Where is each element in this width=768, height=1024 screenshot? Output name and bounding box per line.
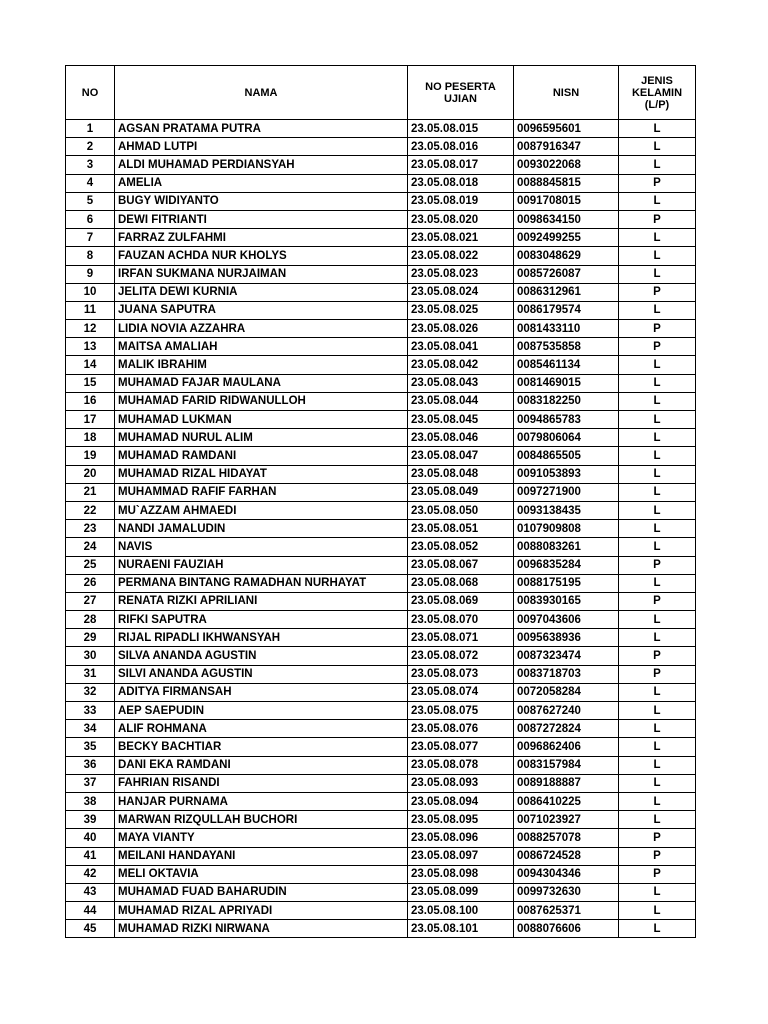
cell-nama: NANDI JAMALUDIN: [115, 520, 408, 538]
cell-no-peserta: 23.05.08.101: [408, 920, 514, 938]
table-row: [66, 156, 696, 174]
cell-jenis-kelamin: P: [619, 556, 696, 574]
cell-jenis-kelamin: L: [619, 702, 696, 720]
cell-nisn: 0095638936: [514, 629, 619, 647]
cell-nama: MUHAMAD LUKMAN: [115, 411, 408, 429]
table-row: [66, 865, 696, 883]
cell-jenis-kelamin: P: [619, 592, 696, 610]
cell-nisn: 0097271900: [514, 483, 619, 501]
cell-nama: ADITYA FIRMANSAH: [115, 683, 408, 701]
cell-no: 31: [66, 665, 115, 683]
cell-no: 29: [66, 629, 115, 647]
cell-jenis-kelamin: L: [619, 301, 696, 319]
cell-jenis-kelamin: L: [619, 156, 696, 174]
cell-jenis-kelamin: L: [619, 247, 696, 265]
cell-jenis-kelamin: L: [619, 229, 696, 247]
cell-jenis-kelamin: L: [619, 120, 696, 138]
cell-no-peserta: 23.05.08.021: [408, 229, 514, 247]
cell-nama: JUANA SAPUTRA: [115, 301, 408, 319]
table-row: [66, 210, 696, 228]
table-row: [66, 429, 696, 447]
cell-no-peserta: 23.05.08.067: [408, 556, 514, 574]
cell-jenis-kelamin: P: [619, 847, 696, 865]
cell-nama: AGSAN PRATAMA PUTRA: [115, 120, 408, 138]
cell-no-peserta: 23.05.08.070: [408, 611, 514, 629]
table-row: [66, 629, 696, 647]
cell-no: 4: [66, 174, 115, 192]
cell-nisn: 0081469015: [514, 374, 619, 392]
cell-no-peserta: 23.05.08.076: [408, 720, 514, 738]
table-row: [66, 538, 696, 556]
cell-no: 9: [66, 265, 115, 283]
cell-no: 15: [66, 374, 115, 392]
cell-nisn: 0086410225: [514, 792, 619, 810]
cell-no-peserta: 23.05.08.019: [408, 192, 514, 210]
cell-no-peserta: 23.05.08.052: [408, 538, 514, 556]
cell-jenis-kelamin: L: [619, 738, 696, 756]
cell-no-peserta: 23.05.08.072: [408, 647, 514, 665]
table-row: [66, 447, 696, 465]
cell-jenis-kelamin: L: [619, 920, 696, 938]
cell-nama: DEWI FITRIANTI: [115, 210, 408, 228]
cell-no-peserta: 23.05.08.042: [408, 356, 514, 374]
table-row: [66, 247, 696, 265]
cell-no-peserta: 23.05.08.026: [408, 320, 514, 338]
cell-jenis-kelamin: L: [619, 720, 696, 738]
cell-no: 42: [66, 865, 115, 883]
cell-no-peserta: 23.05.08.051: [408, 520, 514, 538]
cell-no-peserta: 23.05.08.069: [408, 592, 514, 610]
table-row: [66, 356, 696, 374]
cell-nisn: 0084865505: [514, 447, 619, 465]
cell-nisn: 0086179574: [514, 301, 619, 319]
cell-no-peserta: 23.05.08.075: [408, 702, 514, 720]
cell-no: 12: [66, 320, 115, 338]
cell-no: 45: [66, 920, 115, 938]
student-table: [65, 65, 696, 938]
cell-nama: NURAENI FAUZIAH: [115, 556, 408, 574]
table-row: [66, 483, 696, 501]
cell-no: 36: [66, 756, 115, 774]
table-row: [66, 611, 696, 629]
cell-nisn: 0083718703: [514, 665, 619, 683]
cell-no: 14: [66, 356, 115, 374]
table-row: [66, 301, 696, 319]
cell-nisn: 0087916347: [514, 138, 619, 156]
cell-nama: MUHAMAD FUAD BAHARUDIN: [115, 883, 408, 901]
cell-jenis-kelamin: L: [619, 538, 696, 556]
cell-nama: MUHAMAD NURUL ALIM: [115, 429, 408, 447]
table-row: [66, 702, 696, 720]
cell-nama: FAHRIAN RISANDI: [115, 774, 408, 792]
table-header: [66, 66, 696, 120]
cell-no: 6: [66, 210, 115, 228]
cell-nama: MELI OKTAVIA: [115, 865, 408, 883]
cell-nisn: 0071023927: [514, 811, 619, 829]
cell-no-peserta: 23.05.08.077: [408, 738, 514, 756]
cell-no: 20: [66, 465, 115, 483]
header-jenis-kelamin: [619, 66, 696, 120]
cell-nisn: 0093138435: [514, 501, 619, 519]
table-row: [66, 138, 696, 156]
cell-nama: IRFAN SUKMANA NURJAIMAN: [115, 265, 408, 283]
cell-jenis-kelamin: L: [619, 792, 696, 810]
cell-jenis-kelamin: L: [619, 392, 696, 410]
cell-nama: SILVI ANANDA AGUSTIN: [115, 665, 408, 683]
cell-no: 43: [66, 883, 115, 901]
cell-no: 44: [66, 902, 115, 920]
cell-no-peserta: 23.05.08.098: [408, 865, 514, 883]
table-row: [66, 647, 696, 665]
cell-jenis-kelamin: P: [619, 865, 696, 883]
cell-nama: SILVA ANANDA AGUSTIN: [115, 647, 408, 665]
cell-nisn: 0087272824: [514, 720, 619, 738]
table-row: [66, 756, 696, 774]
cell-nama: LIDIA NOVIA AZZAHRA: [115, 320, 408, 338]
cell-no-peserta: 23.05.08.046: [408, 429, 514, 447]
header-no-peserta: [408, 66, 514, 120]
cell-no: 33: [66, 702, 115, 720]
cell-nisn: 0086312961: [514, 283, 619, 301]
table-row: [66, 283, 696, 301]
cell-nisn: 0087323474: [514, 647, 619, 665]
cell-nisn: 0094304346: [514, 865, 619, 883]
table-row: [66, 774, 696, 792]
cell-nisn: 0088175195: [514, 574, 619, 592]
table-row: [66, 920, 696, 938]
cell-no-peserta: 23.05.08.020: [408, 210, 514, 228]
cell-no: 22: [66, 501, 115, 519]
cell-jenis-kelamin: L: [619, 683, 696, 701]
cell-no-peserta: 23.05.08.074: [408, 683, 514, 701]
cell-nisn: 0081433110: [514, 320, 619, 338]
cell-no: 32: [66, 683, 115, 701]
cell-no-peserta: 23.05.08.068: [408, 574, 514, 592]
cell-nama: MUHAMAD RAMDANI: [115, 447, 408, 465]
cell-nisn: 0086724528: [514, 847, 619, 865]
table-row: [66, 883, 696, 901]
cell-no-peserta: 23.05.08.015: [408, 120, 514, 138]
header-nama: NAMA: [115, 66, 408, 120]
cell-no-peserta: 23.05.08.100: [408, 902, 514, 920]
cell-nama: HANJAR PURNAMA: [115, 792, 408, 810]
table-row: [66, 792, 696, 810]
cell-nisn: 0107909808: [514, 520, 619, 538]
cell-jenis-kelamin: L: [619, 501, 696, 519]
cell-nama: RENATA RIZKI APRILIANI: [115, 592, 408, 610]
cell-nama: DANI EKA RAMDANI: [115, 756, 408, 774]
cell-nisn: 0083182250: [514, 392, 619, 410]
cell-jenis-kelamin: L: [619, 902, 696, 920]
cell-nisn: 0091708015: [514, 192, 619, 210]
cell-nama: MUHAMAD RIZAL APRIYADI: [115, 902, 408, 920]
cell-nama: MU`AZZAM AHMAEDI: [115, 501, 408, 519]
table-row: [66, 902, 696, 920]
cell-jenis-kelamin: P: [619, 338, 696, 356]
table-row: [66, 374, 696, 392]
cell-jenis-kelamin: L: [619, 429, 696, 447]
header-nisn: NISN: [514, 66, 619, 120]
cell-jenis-kelamin: L: [619, 447, 696, 465]
cell-no: 1: [66, 120, 115, 138]
cell-jenis-kelamin: L: [619, 774, 696, 792]
cell-jenis-kelamin: L: [619, 883, 696, 901]
cell-jenis-kelamin: L: [619, 465, 696, 483]
cell-nama: AMELIA: [115, 174, 408, 192]
cell-no-peserta: 23.05.08.099: [408, 883, 514, 901]
table-row: [66, 574, 696, 592]
cell-no: 35: [66, 738, 115, 756]
table-row: [66, 811, 696, 829]
cell-nisn: 0087627240: [514, 702, 619, 720]
header-no-peserta-line-2: UJIAN: [443, 92, 477, 105]
cell-nisn: 0091053893: [514, 465, 619, 483]
table-row: [66, 738, 696, 756]
cell-nama: PERMANA BINTANG RAMADHAN NURHAYAT: [115, 574, 408, 592]
cell-nisn: 0088083261: [514, 538, 619, 556]
cell-nama: MAYA VIANTY: [115, 829, 408, 847]
cell-nama: MEILANI HANDAYANI: [115, 847, 408, 865]
cell-no: 27: [66, 592, 115, 610]
cell-nama: MUHAMMAD RAFIF FARHAN: [115, 483, 408, 501]
cell-no: 37: [66, 774, 115, 792]
cell-no-peserta: 23.05.08.024: [408, 283, 514, 301]
cell-jenis-kelamin: L: [619, 138, 696, 156]
table-row: [66, 520, 696, 538]
cell-no: 40: [66, 829, 115, 847]
cell-nama: MUHAMAD RIZKI NIRWANA: [115, 920, 408, 938]
cell-no-peserta: 23.05.08.043: [408, 374, 514, 392]
cell-no-peserta: 23.05.08.093: [408, 774, 514, 792]
table-row: [66, 120, 696, 138]
cell-no: 2: [66, 138, 115, 156]
cell-no-peserta: 23.05.08.041: [408, 338, 514, 356]
cell-nama: MUHAMAD FARID RIDWANULLOH: [115, 392, 408, 410]
cell-no: 5: [66, 192, 115, 210]
cell-nama: RIJAL RIPADLI IKHWANSYAH: [115, 629, 408, 647]
cell-no-peserta: 23.05.08.025: [408, 301, 514, 319]
table-row: [66, 683, 696, 701]
cell-no-peserta: 23.05.08.048: [408, 465, 514, 483]
cell-no-peserta: 23.05.08.047: [408, 447, 514, 465]
cell-nisn: 0094865783: [514, 411, 619, 429]
cell-nisn: 0087535858: [514, 338, 619, 356]
cell-nama: FARRAZ ZULFAHMI: [115, 229, 408, 247]
cell-nama: NAVIS: [115, 538, 408, 556]
cell-no-peserta: 23.05.08.049: [408, 483, 514, 501]
cell-jenis-kelamin: L: [619, 483, 696, 501]
cell-nisn: 0079806064: [514, 429, 619, 447]
cell-nisn: 0083048629: [514, 247, 619, 265]
cell-jenis-kelamin: P: [619, 210, 696, 228]
cell-nisn: 0097043606: [514, 611, 619, 629]
table-row: [66, 174, 696, 192]
cell-jenis-kelamin: L: [619, 356, 696, 374]
header-jenis-kelamin-line-3: (L/P): [644, 98, 670, 111]
cell-nisn: 0088076606: [514, 920, 619, 938]
cell-no: 11: [66, 301, 115, 319]
cell-jenis-kelamin: L: [619, 756, 696, 774]
cell-no: 13: [66, 338, 115, 356]
cell-no-peserta: 23.05.08.050: [408, 501, 514, 519]
cell-nama: MAITSA AMALIAH: [115, 338, 408, 356]
cell-jenis-kelamin: L: [619, 192, 696, 210]
table-row: [66, 265, 696, 283]
cell-nisn: 0088845815: [514, 174, 619, 192]
cell-no: 21: [66, 483, 115, 501]
cell-nama: BUGY WIDIYANTO: [115, 192, 408, 210]
table-row: [66, 592, 696, 610]
cell-nama: JELITA DEWI KURNIA: [115, 283, 408, 301]
cell-nisn: 0096835284: [514, 556, 619, 574]
cell-nisn: 0085726087: [514, 265, 619, 283]
cell-no-peserta: 23.05.08.094: [408, 792, 514, 810]
header-jenis-kelamin-line-1: JENIS: [641, 74, 673, 87]
header-no-peserta-line-1: NO PESERTA: [425, 80, 496, 93]
cell-nisn: 0085461134: [514, 356, 619, 374]
cell-no: 28: [66, 611, 115, 629]
cell-no: 8: [66, 247, 115, 265]
cell-nisn: 0092499255: [514, 229, 619, 247]
student-list-sheet: [65, 65, 696, 938]
cell-jenis-kelamin: P: [619, 647, 696, 665]
header-jenis-kelamin-line-2: KELAMIN: [631, 86, 683, 99]
cell-no-peserta: 23.05.08.095: [408, 811, 514, 829]
cell-nisn: 0072058284: [514, 683, 619, 701]
cell-nisn: 0083930165: [514, 592, 619, 610]
cell-no-peserta: 23.05.08.096: [408, 829, 514, 847]
cell-no: 19: [66, 447, 115, 465]
cell-no: 38: [66, 792, 115, 810]
cell-jenis-kelamin: L: [619, 611, 696, 629]
cell-jenis-kelamin: P: [619, 320, 696, 338]
cell-no-peserta: 23.05.08.078: [408, 756, 514, 774]
cell-nama: FAUZAN ACHDA NUR KHOLYS: [115, 247, 408, 265]
cell-no: 39: [66, 811, 115, 829]
cell-nama: AHMAD LUTPI: [115, 138, 408, 156]
cell-nisn: 0088257078: [514, 829, 619, 847]
cell-nisn: 0098634150: [514, 210, 619, 228]
cell-nisn: 0087625371: [514, 902, 619, 920]
cell-no-peserta: 23.05.08.018: [408, 174, 514, 192]
cell-no: 10: [66, 283, 115, 301]
table-row: [66, 465, 696, 483]
cell-no-peserta: 23.05.08.016: [408, 138, 514, 156]
cell-jenis-kelamin: P: [619, 283, 696, 301]
cell-no-peserta: 23.05.08.023: [408, 265, 514, 283]
table-row: [66, 501, 696, 519]
cell-nama: MALIK IBRAHIM: [115, 356, 408, 374]
cell-no: 3: [66, 156, 115, 174]
cell-no: 18: [66, 429, 115, 447]
cell-jenis-kelamin: L: [619, 265, 696, 283]
cell-jenis-kelamin: L: [619, 374, 696, 392]
table-body: [66, 120, 696, 938]
cell-nama: ALIF ROHMANA: [115, 720, 408, 738]
cell-jenis-kelamin: L: [619, 629, 696, 647]
cell-nama: MUHAMAD RIZAL HIDAYAT: [115, 465, 408, 483]
cell-no-peserta: 23.05.08.022: [408, 247, 514, 265]
cell-no: 25: [66, 556, 115, 574]
cell-no: 26: [66, 574, 115, 592]
cell-nama: MUHAMAD FAJAR MAULANA: [115, 374, 408, 392]
table-row: [66, 392, 696, 410]
cell-no: 34: [66, 720, 115, 738]
table-row: [66, 338, 696, 356]
table-row: [66, 556, 696, 574]
table-row: [66, 229, 696, 247]
cell-no: 17: [66, 411, 115, 429]
cell-no-peserta: 23.05.08.044: [408, 392, 514, 410]
cell-no-peserta: 23.05.08.017: [408, 156, 514, 174]
cell-nama: BECKY BACHTIAR: [115, 738, 408, 756]
cell-nama: AEP SAEPUDIN: [115, 702, 408, 720]
cell-no: 23: [66, 520, 115, 538]
cell-no: 41: [66, 847, 115, 865]
table-row: [66, 720, 696, 738]
cell-jenis-kelamin: L: [619, 411, 696, 429]
cell-nama: RIFKI SAPUTRA: [115, 611, 408, 629]
cell-no-peserta: 23.05.08.045: [408, 411, 514, 429]
cell-jenis-kelamin: L: [619, 520, 696, 538]
header-row: [66, 66, 696, 120]
cell-nisn: 0096862406: [514, 738, 619, 756]
cell-no: 16: [66, 392, 115, 410]
cell-nama: MARWAN RIZQULLAH BUCHORI: [115, 811, 408, 829]
cell-no-peserta: 23.05.08.071: [408, 629, 514, 647]
cell-jenis-kelamin: L: [619, 574, 696, 592]
cell-jenis-kelamin: P: [619, 174, 696, 192]
cell-nisn: 0096595601: [514, 120, 619, 138]
cell-jenis-kelamin: L: [619, 811, 696, 829]
cell-nisn: 0099732630: [514, 883, 619, 901]
header-no: NO: [66, 66, 115, 120]
table-row: [66, 411, 696, 429]
cell-no: 30: [66, 647, 115, 665]
cell-nisn: 0083157984: [514, 756, 619, 774]
cell-nama: ALDI MUHAMAD PERDIANSYAH: [115, 156, 408, 174]
table-row: [66, 192, 696, 210]
table-row: [66, 665, 696, 683]
table-row: [66, 320, 696, 338]
cell-no-peserta: 23.05.08.073: [408, 665, 514, 683]
cell-no-peserta: 23.05.08.097: [408, 847, 514, 865]
cell-nisn: 0089188887: [514, 774, 619, 792]
cell-jenis-kelamin: P: [619, 665, 696, 683]
cell-no: 7: [66, 229, 115, 247]
table-row: [66, 847, 696, 865]
table-row: [66, 829, 696, 847]
cell-nisn: 0093022068: [514, 156, 619, 174]
cell-no: 24: [66, 538, 115, 556]
cell-jenis-kelamin: P: [619, 829, 696, 847]
